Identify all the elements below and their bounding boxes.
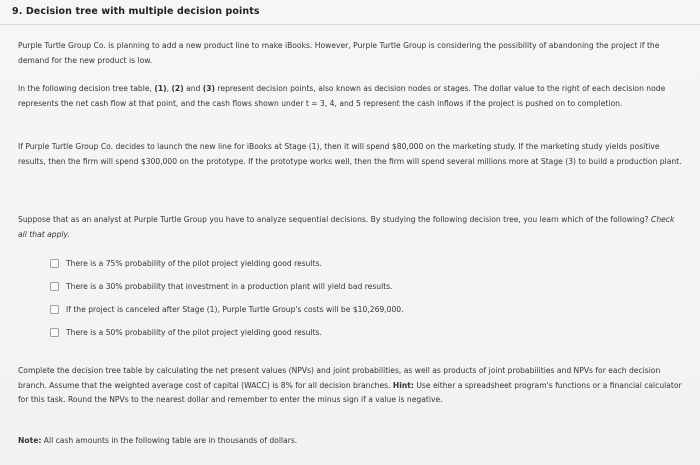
intro-paragraph-2 (18, 82, 682, 111)
option-1-label[interactable]: There is a 75% probability of the pilot project yielding good results. (66, 259, 322, 268)
option-2-label[interactable]: There is a 30% probability that investment in a production plant will yield bad results. (66, 282, 393, 291)
decision-node-2-label: (2) (171, 84, 184, 93)
answer-option-2[interactable] (50, 275, 650, 298)
table-instructions (18, 364, 682, 408)
answer-option-1[interactable] (50, 252, 650, 275)
check-all-instruction: Check all that apply. (18, 215, 675, 239)
decision-node-3-label: (3) (202, 84, 216, 93)
option-4-checkbox[interactable] (50, 328, 59, 337)
hint-label: Hint: (392, 380, 414, 390)
question-title: 9. Decision tree with multiple decision points (12, 6, 260, 17)
option-4-label[interactable]: There is a 50% probability of the pilot project yielding good results. (66, 328, 322, 337)
question-prompt-text: Suppose that as an analyst at Purple Turtle Group you have to analyze sequential decisions. By studying the following decision tree, you learn which of the following? (18, 215, 652, 224)
note (18, 434, 682, 449)
option-2-checkbox[interactable] (50, 282, 59, 291)
title-divider (0, 24, 700, 25)
intro-paragraph-1: Purple Turtle Group Co. is planning to add a new product line to make iBooks. However, Purple Turtle Group is considering the possibility of abandoning the project if the demand for the new product is low. (18, 41, 660, 65)
intro-paragraph-3: If Purple Turtle Group Co. decides to launch the new line for iBooks at Stage (1), then it will spend $80,000 on the marketing study. If the marketing study yields positive results, then the firm will spend $300,000 on the prototype. If the prototype works well, then the firm will spend several millions more at Stage (3) to build a production plant. (18, 142, 682, 166)
option-1-checkbox[interactable] (50, 259, 59, 268)
instructions-text-b: Use either a spreadsheet program's functions or a financial calculator for this task. Round the NPVs to the nearest dollar and remember to enter the minus sign if a value is negative. (18, 380, 682, 405)
option-3-label[interactable]: If the project is canceled after Stage (1), Purple Turtle Group's costs will be $10,269,000. (66, 305, 404, 314)
answer-option-3[interactable] (50, 298, 650, 321)
intro-paragraph-2-text-e: and (183, 84, 203, 93)
intro-paragraph-2-text-g: represent decision points, also known as decision nodes or stages. The dollar value to the right of each decision node represents the net cash flow at that point, and the cash flows shown under t = 3, 4, and 5 represent the cash inflows if the project is pushed on to completion. (18, 84, 666, 108)
intro-paragraph-2-text-a: In the following decision tree table, (18, 84, 155, 93)
instructions-text-a: Complete the decision tree table by calculating the net present values (NPVs) and joint probabilities, as well as products of joint probabilities and NPVs for each decision branch. Assume that the weighted average cost of capital (WACC) is 8% for all decision branches. (18, 366, 661, 390)
note-label: Note: (18, 436, 42, 445)
answer-option-4[interactable] (50, 321, 650, 344)
option-3-checkbox[interactable] (50, 305, 59, 314)
answer-options (50, 252, 650, 344)
decision-node-1-label: (1) (154, 84, 167, 93)
note-text: All cash amounts in the following table are in thousands of dollars. (41, 436, 298, 445)
intro-paragraph-2-text-c: , (166, 84, 172, 93)
question-prompt (18, 213, 682, 242)
